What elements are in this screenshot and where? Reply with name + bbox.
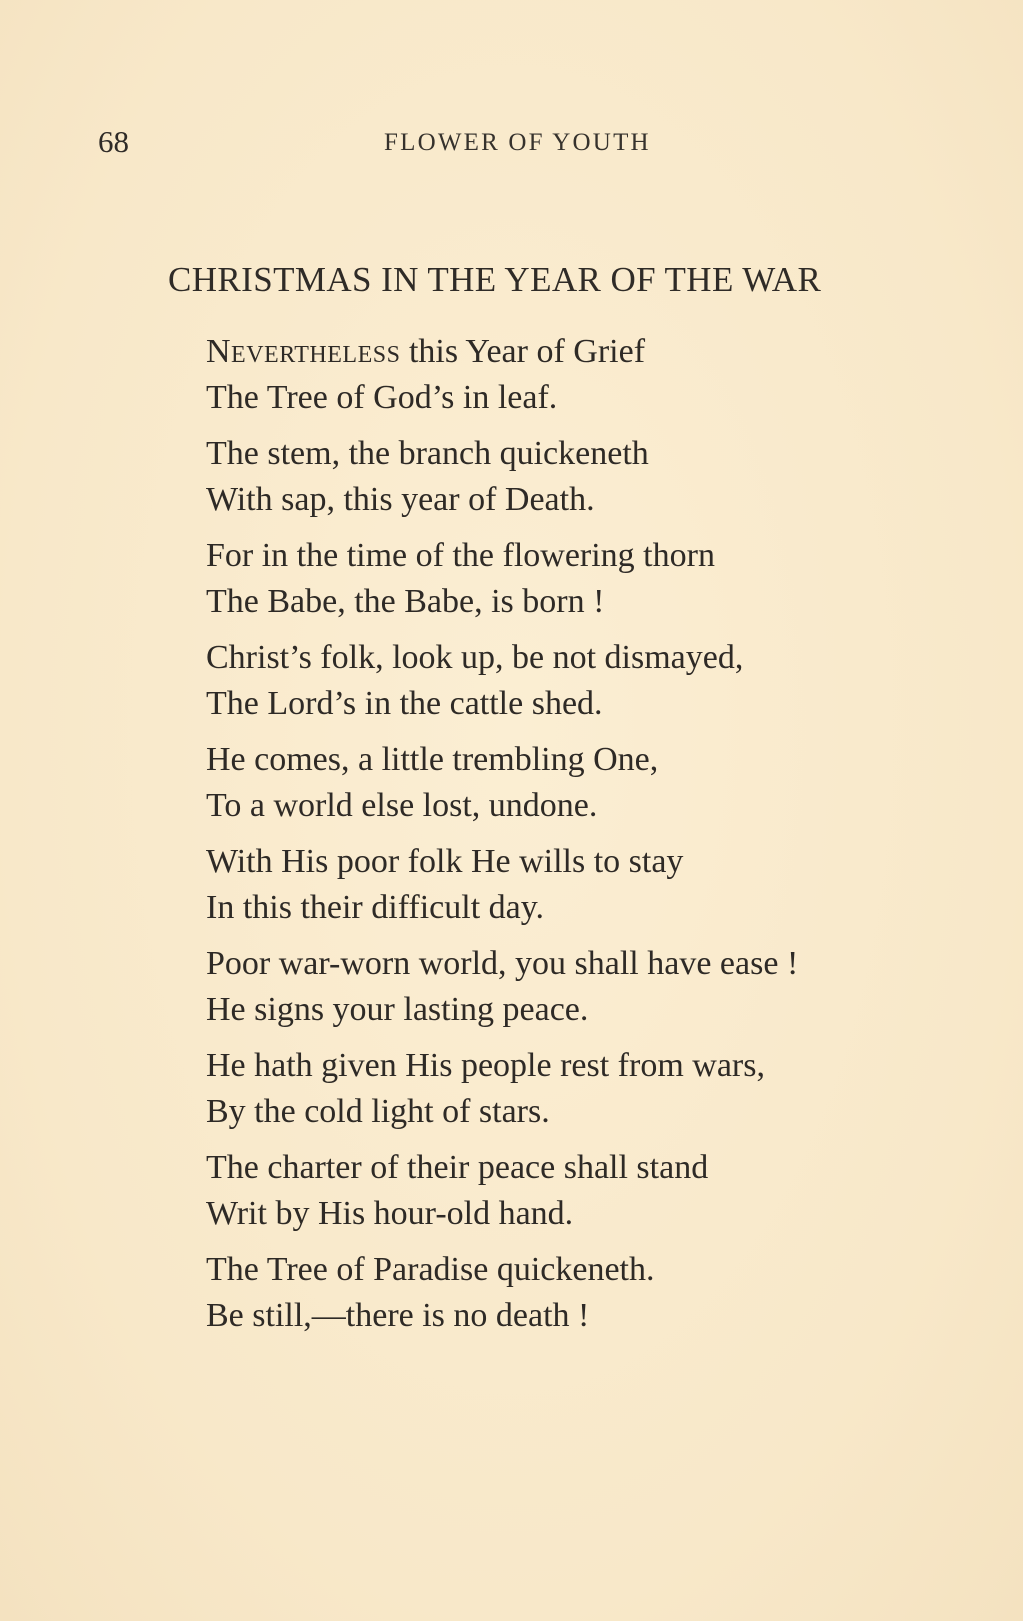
poem-line: Writ by His hour-old hand. xyxy=(206,1194,574,1232)
poem-line: To a world else lost, undone. xyxy=(206,786,598,824)
line-text: this Year of Grief xyxy=(408,333,646,370)
stanza xyxy=(206,737,906,828)
running-title: FLOWER OF YOUTH xyxy=(384,129,651,156)
poem-line: The Lord’s in the cattle shed. xyxy=(206,684,603,722)
poem-line: He comes, a little trembling One, xyxy=(206,741,659,778)
poem-line: In this their difficult day. xyxy=(206,888,545,926)
poem-line: The Babe, the Babe, is born ! xyxy=(206,582,605,620)
poem-title: CHRISTMAS IN THE YEAR OF THE WAR xyxy=(168,260,822,299)
poem-line xyxy=(206,329,906,375)
stanza xyxy=(206,533,906,624)
page-number: 68 xyxy=(98,124,129,159)
stanza xyxy=(206,1145,906,1236)
stanza xyxy=(206,431,906,522)
poem-line: Christ’s folk, look up, be not dismayed, xyxy=(206,639,744,676)
running-head xyxy=(98,122,928,162)
stanza xyxy=(206,329,906,420)
poem-line: The charter of their peace shall stand xyxy=(206,1149,709,1186)
stanza xyxy=(206,1247,906,1338)
poem-line: With His poor folk He wills to stay xyxy=(206,843,684,880)
opening-word: Nevertheless xyxy=(206,333,401,370)
poem-body xyxy=(206,329,906,1349)
poem-line: Be still,—there is no death ! xyxy=(206,1296,590,1334)
poem-line: The Tree of God’s in leaf. xyxy=(206,378,558,416)
stanza xyxy=(206,839,906,930)
stanza xyxy=(206,941,906,1032)
stanza xyxy=(206,635,906,726)
poem-line: By the cold light of stars. xyxy=(206,1092,550,1130)
poem-line: The Tree of Paradise quickeneth. xyxy=(206,1251,655,1288)
poem-line: With sap, this year of Death. xyxy=(206,480,595,518)
poem-line: For in the time of the flowering thorn xyxy=(206,537,715,574)
stanza xyxy=(206,1043,906,1134)
poem-line: He hath given His people rest from wars, xyxy=(206,1047,765,1084)
poem-line: Poor war-worn world, you shall have ease ! xyxy=(206,945,799,982)
poem-line: He signs your lasting peace. xyxy=(206,990,589,1028)
poem-line: The stem, the branch quickeneth xyxy=(206,435,649,472)
